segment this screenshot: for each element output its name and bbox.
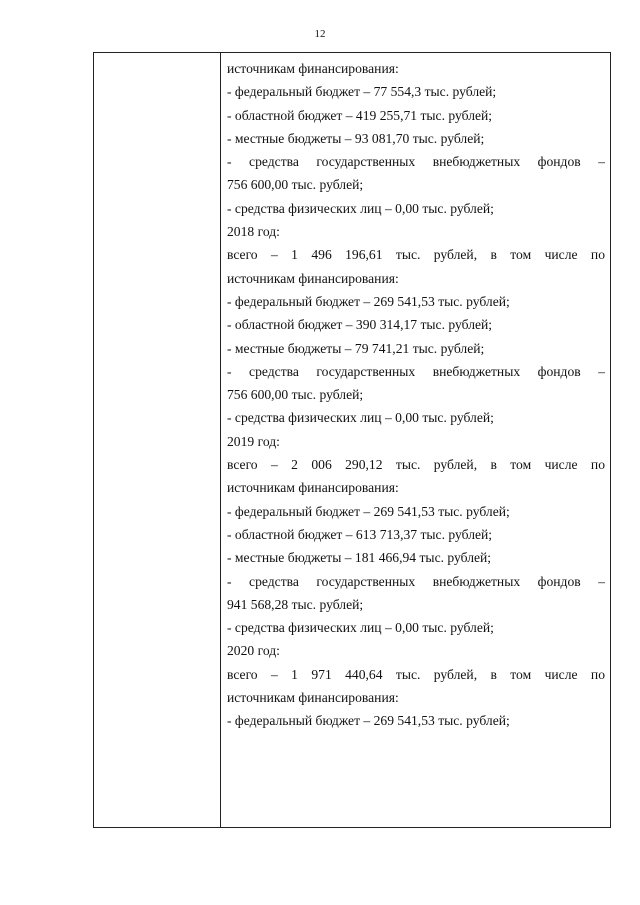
funding-table — [93, 52, 611, 828]
text-line: источникам финансирования: — [227, 61, 399, 76]
table-right-cell — [221, 53, 610, 827]
text-line: - средства государственных внебюджетных фондов – — [227, 154, 605, 170]
text-line: - местные бюджеты – 93 081,70 тыс. рублей; — [227, 130, 485, 146]
text-line: - средства государственных внебюджетных фондов – — [227, 363, 605, 379]
text-line: 2020 год: — [227, 643, 280, 659]
text-line: 2018 год: — [227, 224, 280, 240]
text-line: источникам финансирования: — [227, 270, 399, 286]
text-line: - средства физических лиц – 0,00 тыс. рублей; — [227, 620, 494, 636]
text-line: - федеральный бюджет – 77 554,3 тыс. рублей; — [227, 84, 497, 100]
text-line: источникам финансирования: — [227, 480, 399, 496]
text-line: источникам финансирования: — [227, 690, 399, 706]
text-line: 756 600,00 тыс. рублей; — [227, 387, 364, 403]
text-line: - федеральный бюджет – 269 541,53 тыс. рублей; — [227, 503, 510, 519]
text-line: - местные бюджеты – 181 466,94 тыс. рублей; — [227, 550, 492, 566]
text-line: 941 568,28 тыс. рублей; — [227, 596, 364, 612]
text-line: - областной бюджет – 613 713,37 тыс. рублей; — [227, 526, 493, 542]
text-line: - областной бюджет – 390 314,17 тыс. рублей; — [227, 317, 493, 333]
text-line: 2019 год: — [227, 433, 280, 449]
page-number: 12 — [314, 28, 326, 40]
text-line: - средства физических лиц – 0,00 тыс. рублей; — [227, 200, 494, 216]
text-line: всего – 2 006 290,12 тыс. рублей, в том числе по — [227, 457, 605, 473]
text-line: - местные бюджеты – 79 741,21 тыс. рублей; — [227, 340, 485, 356]
text-line: всего – 1 971 440,64 тыс. рублей, в том числе по — [227, 666, 605, 682]
text-line: всего – 1 496 196,61 тыс. рублей, в том числе по — [227, 247, 605, 263]
table-left-cell — [94, 53, 221, 827]
text-line: - средства государственных внебюджетных фондов – — [227, 573, 605, 589]
text-line: - федеральный бюджет – 269 541,53 тыс. рублей; — [227, 293, 510, 309]
text-line: - областной бюджет – 419 255,71 тыс. рублей; — [227, 107, 493, 123]
text-line: - федеральный бюджет – 269 541,53 тыс. рублей; — [227, 713, 510, 729]
text-line: - средства физических лиц – 0,00 тыс. рублей; — [227, 410, 494, 426]
text-line: 756 600,00 тыс. рублей; — [227, 177, 364, 193]
